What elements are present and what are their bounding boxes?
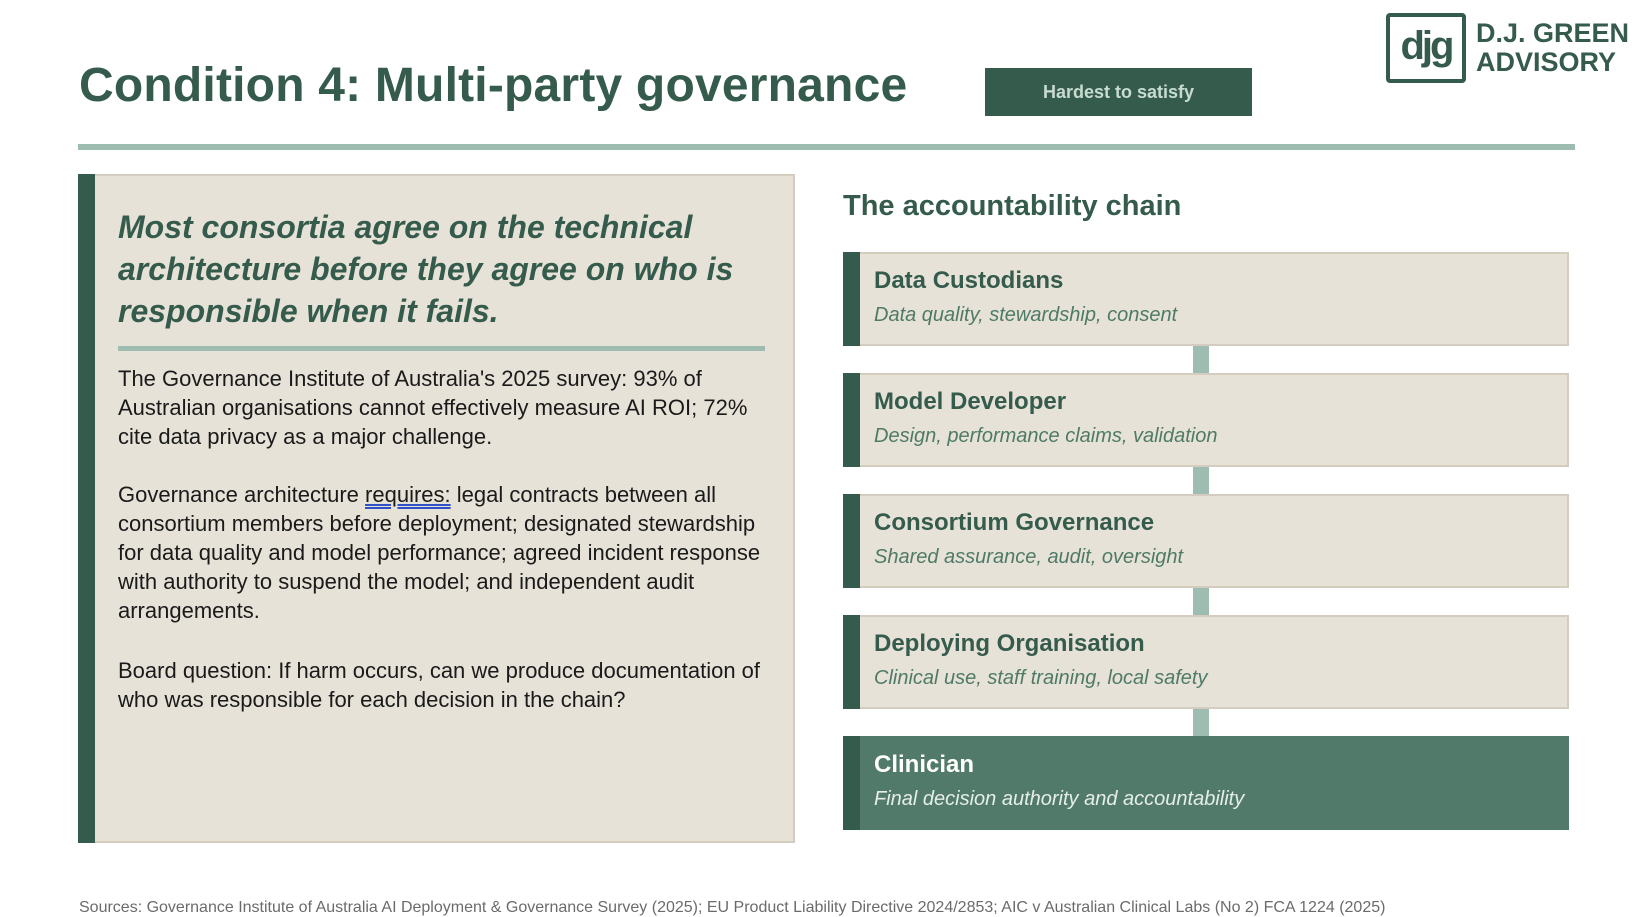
governance-lead: Governance architecture [118,482,359,507]
chain-item-accent [843,373,860,467]
chain-item-name: Clinician [874,751,975,778]
chain-connector [1193,346,1209,376]
chain-item-name: Data Custodians [874,267,1064,294]
chain-item-role: Data quality, stewardship, consent [874,304,1178,326]
chain-item-role: Design, performance claims, validation [874,425,1218,447]
logo-mark [1386,13,1466,83]
pull-quote: Most consortia agree on the technical architecture before they agree on who is responsible when it fails. [118,209,734,329]
chain-item-deploying-organisation [843,615,1569,709]
chain-connector [1193,588,1209,618]
logo-line-1: D.J. GREEN [1476,18,1630,48]
logo-mark-text: djg [1400,24,1452,68]
chain-item-role: Shared assurance, audit, oversight [874,546,1184,568]
chain-heading: The accountability chain [843,190,1182,222]
chain-item-clinician [843,736,1569,830]
chain-item-model-developer [843,373,1569,467]
chain-item-name: Consortium Governance [874,509,1155,536]
chain-item-accent [843,494,860,588]
governance-paragraph [118,480,778,625]
chain-connector [1193,709,1209,739]
requires-keyword: requires: [365,482,451,507]
chain-item-role: Final decision authority and accountability [874,788,1245,810]
chain-item-data-custodians [843,252,1569,346]
governance-rest: legal contracts between all consortium members before deployment; designated stewardship for data quality and model performance; agreed incident response with authority to suspend the model; and independent audit arrangements. [118,482,761,623]
difficulty-badge: Hardest to satisfy [985,68,1252,116]
chain-item-role: Clinical use, staff training, local safety [874,667,1208,689]
survey-paragraph: The Governance Institute of Australia's 2025 survey: 93% of Australian organisations cannot effectively measure AI ROI; 72% cite data privacy as a major challenge. [118,366,748,449]
logo-line-2: ADVISORY [1476,47,1617,77]
quote-divider [118,346,765,351]
chain-item-name: Deploying Organisation [874,630,1145,657]
page-title: Condition 4: Multi-party governance [79,59,908,112]
chain-connector [1193,467,1209,497]
chain-item-accent [843,252,860,346]
title-divider [78,144,1575,150]
sources-footnote: Sources: Governance Institute of Australia AI Deployment & Governance Survey (2025); EU Product Liability Directive 2024/2853; AIC v Australian Clinical Labs (No 2) FCA 1224 (2025) [79,899,1386,916]
insight-card-accent [78,174,95,843]
chain-item-name: Model Developer [874,388,1067,415]
chain-item-accent [843,736,860,830]
chain-item-accent [843,615,860,709]
logo-text [1476,19,1629,77]
chain-item-consortium-governance [843,494,1569,588]
board-question: Board question: If harm occurs, can we produce documentation of who was responsible for each decision in the chain? [118,658,761,712]
